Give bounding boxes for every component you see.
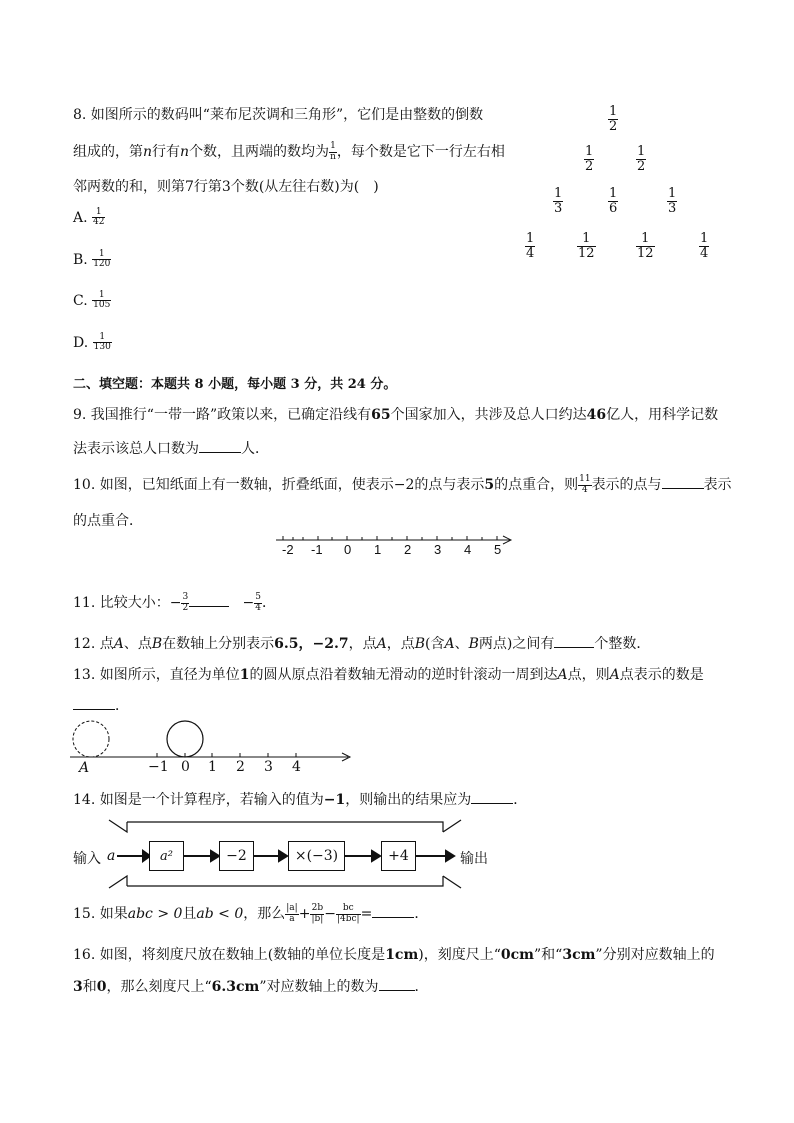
output-label: 输出: [460, 851, 488, 867]
triangle-cell: $\frac{1}{12}$: [578, 231, 595, 261]
step-square-box: a²: [149, 841, 184, 871]
tick-label: -1: [311, 542, 323, 557]
option-b[interactable]: B. $\frac{1}{120}$: [73, 249, 111, 270]
number-line-q10: [270, 530, 520, 560]
dashed-circle-icon: [73, 721, 109, 757]
tick-label: 4: [464, 542, 472, 557]
q10-line2: 的点重合．: [73, 513, 143, 529]
tick-label: 5: [494, 542, 502, 557]
answer-blank[interactable]: [471, 791, 513, 804]
input-variable: a: [107, 848, 116, 864]
option-a[interactable]: A. $\frac{1}{42}$: [73, 207, 105, 228]
tick-label: 0: [344, 542, 352, 557]
tick-label: 1: [208, 759, 217, 775]
q15-line: 15. 如果abc > 0且ab < 0，那么 $\frac{|a|}{a}$ + $\frac{2b}{|b|}$ − $\frac{bc}{|4bc|}$ = ．: [73, 903, 429, 924]
option-d[interactable]: D. $\frac{1}{130}$: [73, 332, 111, 353]
answer-blank[interactable]: [73, 697, 115, 710]
triangle-cell: $\frac{1}{3}$: [668, 186, 677, 216]
triangle-cell: $\frac{1}{4}$: [700, 231, 709, 261]
triangle-cell: $\frac{1}{2}$: [637, 144, 646, 174]
tick-label: 0: [181, 759, 190, 775]
triangle-cell: $\frac{1}{4}$: [526, 231, 535, 261]
triangle-cell: $\frac{1}{2}$: [585, 144, 594, 174]
tick-label: -2: [282, 542, 294, 557]
tick-label: 3: [434, 542, 442, 557]
answer-blank[interactable]: [554, 635, 594, 648]
answer-blank[interactable]: [379, 978, 415, 991]
answer-blank[interactable]: [199, 440, 241, 453]
triangle-cell: $\frac{1}{2}$: [609, 104, 618, 134]
triangle-cell: $\frac{1}{6}$: [609, 186, 618, 216]
point-a-label: A: [79, 760, 90, 776]
step-minus-two-box: −2: [219, 841, 254, 871]
q9-line2: 法表示该总人口数为 人．: [73, 441, 269, 457]
end-fraction: $\frac{1}{n}$: [330, 141, 336, 162]
tick-label: −1: [148, 759, 169, 775]
circle-icon: [167, 721, 203, 757]
triangle-cell: $\frac{1}{3}$: [554, 186, 563, 216]
step-times-neg3-box: ×(−3): [288, 841, 345, 871]
q8-line3: 邻两数的和，则第7行第3个数(从左往右数)为( ): [73, 179, 379, 195]
tick-label: 2: [404, 542, 412, 557]
q10-line1: 10. 如图，已知纸面上有一数轴，折叠纸面，使表示−2的点与表示5的点重合，则 $\frac{11}{4}$ 表示的点与 表示: [73, 474, 732, 495]
q8-line1: 8. 如图所示的数码叫“莱布尼茨调和三角形”，它们是由整数的倒数: [73, 107, 484, 123]
q16-line2: 3和0，那么刻度尺上“6.3cm”对应数轴上的数为 ．: [73, 979, 429, 995]
q11-line: 11. 比较大小：− $\frac{3}{2}$ − $\frac{5}{4}$ ．: [73, 592, 277, 613]
tick-label: 1: [374, 542, 382, 557]
answer-blank[interactable]: [662, 476, 704, 489]
q16-line1: 16. 如图，将刻度尺放在数轴上(数轴的单位长度是1cm)，刻度尺上“0cm”和“3cm”分别对应数轴上的: [73, 947, 715, 963]
q13-line2: ．: [73, 695, 129, 715]
q9-line1: 9. 我国推行“一带一路”政策以来，已确定沿线有65个国家加入，共涉及总人口约达46亿人，用科学记数: [73, 407, 719, 423]
triangle-cell: $\frac{1}{12}$: [637, 231, 654, 261]
option-c[interactable]: C. $\frac{1}{105}$: [73, 290, 111, 311]
q8-line2: 组成的，第n行有n个数，且两端的数均为 $\frac{1}{n}$ ，每个数是它下一行左右相: [73, 141, 505, 162]
input-label: 输入: [73, 851, 101, 867]
answer-blank[interactable]: [372, 905, 414, 918]
q14-line1: 14. 如图是一个计算程序，若输入的值为−1，则输出的结果应为 ．: [73, 792, 528, 808]
tick-label: 2: [236, 759, 245, 775]
q12-line: 12. 点A、点B在数轴上分别表示6.5，−2.7，点A，点B(含A、B两点)之间有 个整数．: [73, 636, 651, 652]
answer-blank[interactable]: [189, 594, 229, 607]
tick-label: 3: [264, 759, 273, 775]
step-plus-four-box: +4: [381, 841, 416, 871]
q13-line1: 13. 如图所示，直径为单位1的圆从原点沿着数轴无滑动的逆时针滚动一周到达A点，则A点表示的数是: [73, 667, 704, 683]
tick-label: 4: [292, 759, 301, 775]
section-heading: 二、填空题：本题共 8 小题，每小题 3 分，共 24 分。: [73, 377, 397, 392]
